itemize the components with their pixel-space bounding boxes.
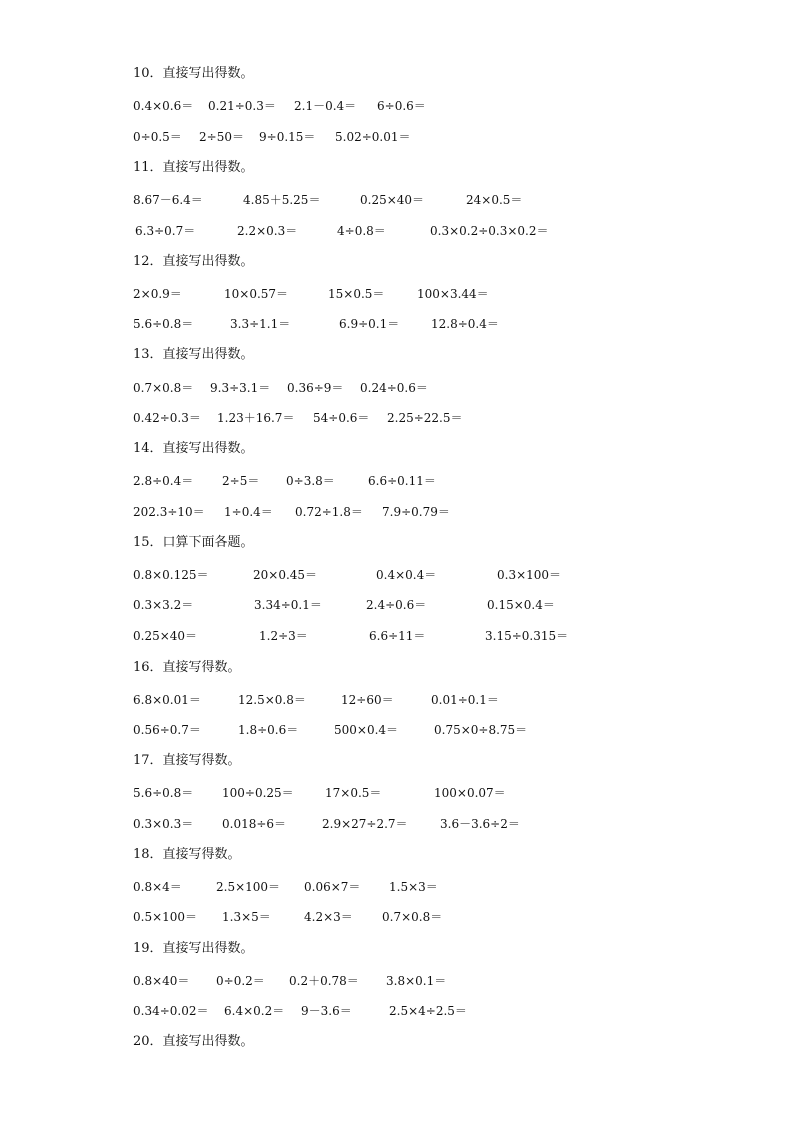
expression: 5.6÷0.8＝: [133, 317, 194, 331]
problem-16-row-2: [0, 722, 794, 738]
problem-19-row-1: [0, 973, 794, 989]
expression: 3.8×0.1＝: [386, 974, 447, 988]
expression: 0.4×0.6＝: [133, 99, 194, 113]
expression: 0.5×100＝: [133, 910, 198, 924]
expression: 8.67－6.4＝: [133, 193, 203, 207]
expression: 100×0.07＝: [434, 786, 506, 800]
expression: 0.3×100＝: [497, 568, 562, 582]
expression: 9.3÷3.1＝: [210, 381, 271, 395]
expression: 12÷60＝: [341, 693, 394, 707]
expression: 0÷3.8＝: [286, 474, 335, 488]
problem-13-row-2: [0, 410, 794, 426]
expression: 1.2÷3＝: [259, 629, 308, 643]
expression: 4÷0.8＝: [337, 224, 386, 238]
expression: 2.25÷22.5＝: [387, 411, 463, 425]
expression: 0.3×0.3＝: [133, 817, 194, 831]
expression: 0.01÷0.1＝: [431, 693, 499, 707]
expression: 100÷0.25＝: [222, 786, 294, 800]
expression: 6.4×0.2＝: [224, 1004, 285, 1018]
problem-10-row-2: [0, 129, 794, 145]
expression: 0.21÷0.3＝: [208, 99, 276, 113]
expression: 0.75×0÷8.75＝: [434, 723, 528, 737]
expression: 17×0.5＝: [325, 786, 382, 800]
expression: 3.15÷0.315＝: [485, 629, 569, 643]
expression: 2.8÷0.4＝: [133, 474, 194, 488]
expression: 2×0.9＝: [133, 287, 182, 301]
expression: 6.3÷0.7＝: [135, 224, 196, 238]
expression: 1.3×5＝: [222, 910, 271, 924]
problem-10-heading: 10．直接写出得数。: [133, 66, 254, 81]
expression: 2.5×4÷2.5＝: [389, 1004, 467, 1018]
expression: 6.6÷0.11＝: [368, 474, 436, 488]
expression: 0.15×0.4＝: [487, 598, 555, 612]
expression: 0.3×3.2＝: [133, 598, 194, 612]
expression: 54÷0.6＝: [313, 411, 370, 425]
expression: 1.8÷0.6＝: [238, 723, 299, 737]
expression: 6÷0.6＝: [377, 99, 426, 113]
expression: 2.1－0.4＝: [294, 99, 357, 113]
problem-15-heading: 15．口算下面各题。: [133, 535, 254, 550]
expression: 7.9÷0.79＝: [382, 505, 450, 519]
problem-12-heading: 12．直接写出得数。: [133, 254, 254, 269]
problem-17-heading: 17．直接写得数。: [133, 753, 241, 768]
problem-16-row-1: [0, 692, 794, 708]
expression: 0.42÷0.3＝: [133, 411, 201, 425]
expression: 4.85＋5.25＝: [243, 193, 321, 207]
problem-19-row-2: [0, 1003, 794, 1019]
problem-12-row-2: [0, 316, 794, 332]
problem-13-row-1: [0, 380, 794, 396]
expression: 0.8×40＝: [133, 974, 190, 988]
expression: 0.25×40＝: [133, 629, 198, 643]
problem-18-row-1: [0, 879, 794, 895]
expression: 24×0.5＝: [466, 193, 523, 207]
expression: 0.72÷1.8＝: [295, 505, 363, 519]
expression: 0÷0.5＝: [133, 130, 182, 144]
problem-11-row-2: [0, 223, 794, 239]
problem-20-heading: 20．直接写出得数。: [133, 1034, 254, 1049]
expression: 9÷0.15＝: [259, 130, 316, 144]
problem-16-heading: 16．直接写得数。: [133, 660, 241, 675]
problem-12-row-1: [0, 286, 794, 302]
expression: 0÷0.2＝: [216, 974, 265, 988]
expression: 0.7×0.8＝: [382, 910, 443, 924]
expression: 0.2＋0.78＝: [289, 974, 359, 988]
expression: 6.9÷0.1＝: [339, 317, 400, 331]
expression: 1.5×3＝: [389, 880, 438, 894]
problem-18-heading: 18．直接写得数。: [133, 847, 241, 862]
expression: 15×0.5＝: [328, 287, 385, 301]
problem-10-row-1: [0, 98, 794, 114]
problem-18-row-2: [0, 909, 794, 925]
problem-14-row-2: [0, 504, 794, 520]
expression: 12.8÷0.4＝: [431, 317, 499, 331]
problem-14-heading: 14．直接写出得数。: [133, 441, 254, 456]
expression: 0.4×0.4＝: [376, 568, 437, 582]
expression: 0.36÷9＝: [287, 381, 344, 395]
expression: 0.3×0.2÷0.3×0.2＝: [430, 224, 549, 238]
expression: 1.23＋16.7＝: [217, 411, 295, 425]
expression: 2.9×27÷2.7＝: [322, 817, 408, 831]
expression: 100×3.44＝: [417, 287, 489, 301]
expression: 202.3÷10＝: [133, 505, 205, 519]
expression: 9－3.6＝: [301, 1004, 352, 1018]
expression: 2÷50＝: [199, 130, 244, 144]
problem-17-row-1: [0, 785, 794, 801]
expression: 2.5×100＝: [216, 880, 281, 894]
expression: 2.4÷0.6＝: [366, 598, 427, 612]
expression: 20×0.45＝: [253, 568, 318, 582]
problem-15-row-3: [0, 628, 794, 644]
expression: 0.25×40＝: [360, 193, 425, 207]
expression: 0.8×0.125＝: [133, 568, 209, 582]
expression: 3.6－3.6÷2＝: [440, 817, 520, 831]
expression: 10×0.57＝: [224, 287, 289, 301]
expression: 12.5×0.8＝: [238, 693, 306, 707]
problem-17-row-2: [0, 816, 794, 832]
problem-19-heading: 19．直接写出得数。: [133, 941, 254, 956]
problem-15-row-1: [0, 567, 794, 583]
expression: 5.6÷0.8＝: [133, 786, 194, 800]
expression: 5.02÷0.01＝: [335, 130, 411, 144]
problem-11-heading: 11．直接写出得数。: [133, 160, 254, 175]
expression: 2.2×0.3＝: [237, 224, 298, 238]
problem-14-row-1: [0, 473, 794, 489]
problem-13-heading: 13．直接写出得数。: [133, 347, 254, 362]
expression: 0.8×4＝: [133, 880, 182, 894]
expression: 0.7×0.8＝: [133, 381, 194, 395]
expression: 6.8×0.01＝: [133, 693, 201, 707]
problem-15-row-2: [0, 597, 794, 613]
expression: 1÷0.4＝: [224, 505, 273, 519]
expression: 2÷5＝: [222, 474, 260, 488]
expression: 6.6÷11＝: [369, 629, 426, 643]
expression: 3.3÷1.1＝: [230, 317, 291, 331]
expression: 0.34÷0.02＝: [133, 1004, 209, 1018]
expression: 0.24÷0.6＝: [360, 381, 428, 395]
expression: 0.06×7＝: [304, 880, 361, 894]
problem-11-row-1: [0, 192, 794, 208]
expression: 0.018÷6＝: [222, 817, 287, 831]
expression: 0.56÷0.7＝: [133, 723, 201, 737]
expression: 4.2×3＝: [304, 910, 353, 924]
expression: 500×0.4＝: [334, 723, 399, 737]
expression: 3.34÷0.1＝: [254, 598, 322, 612]
